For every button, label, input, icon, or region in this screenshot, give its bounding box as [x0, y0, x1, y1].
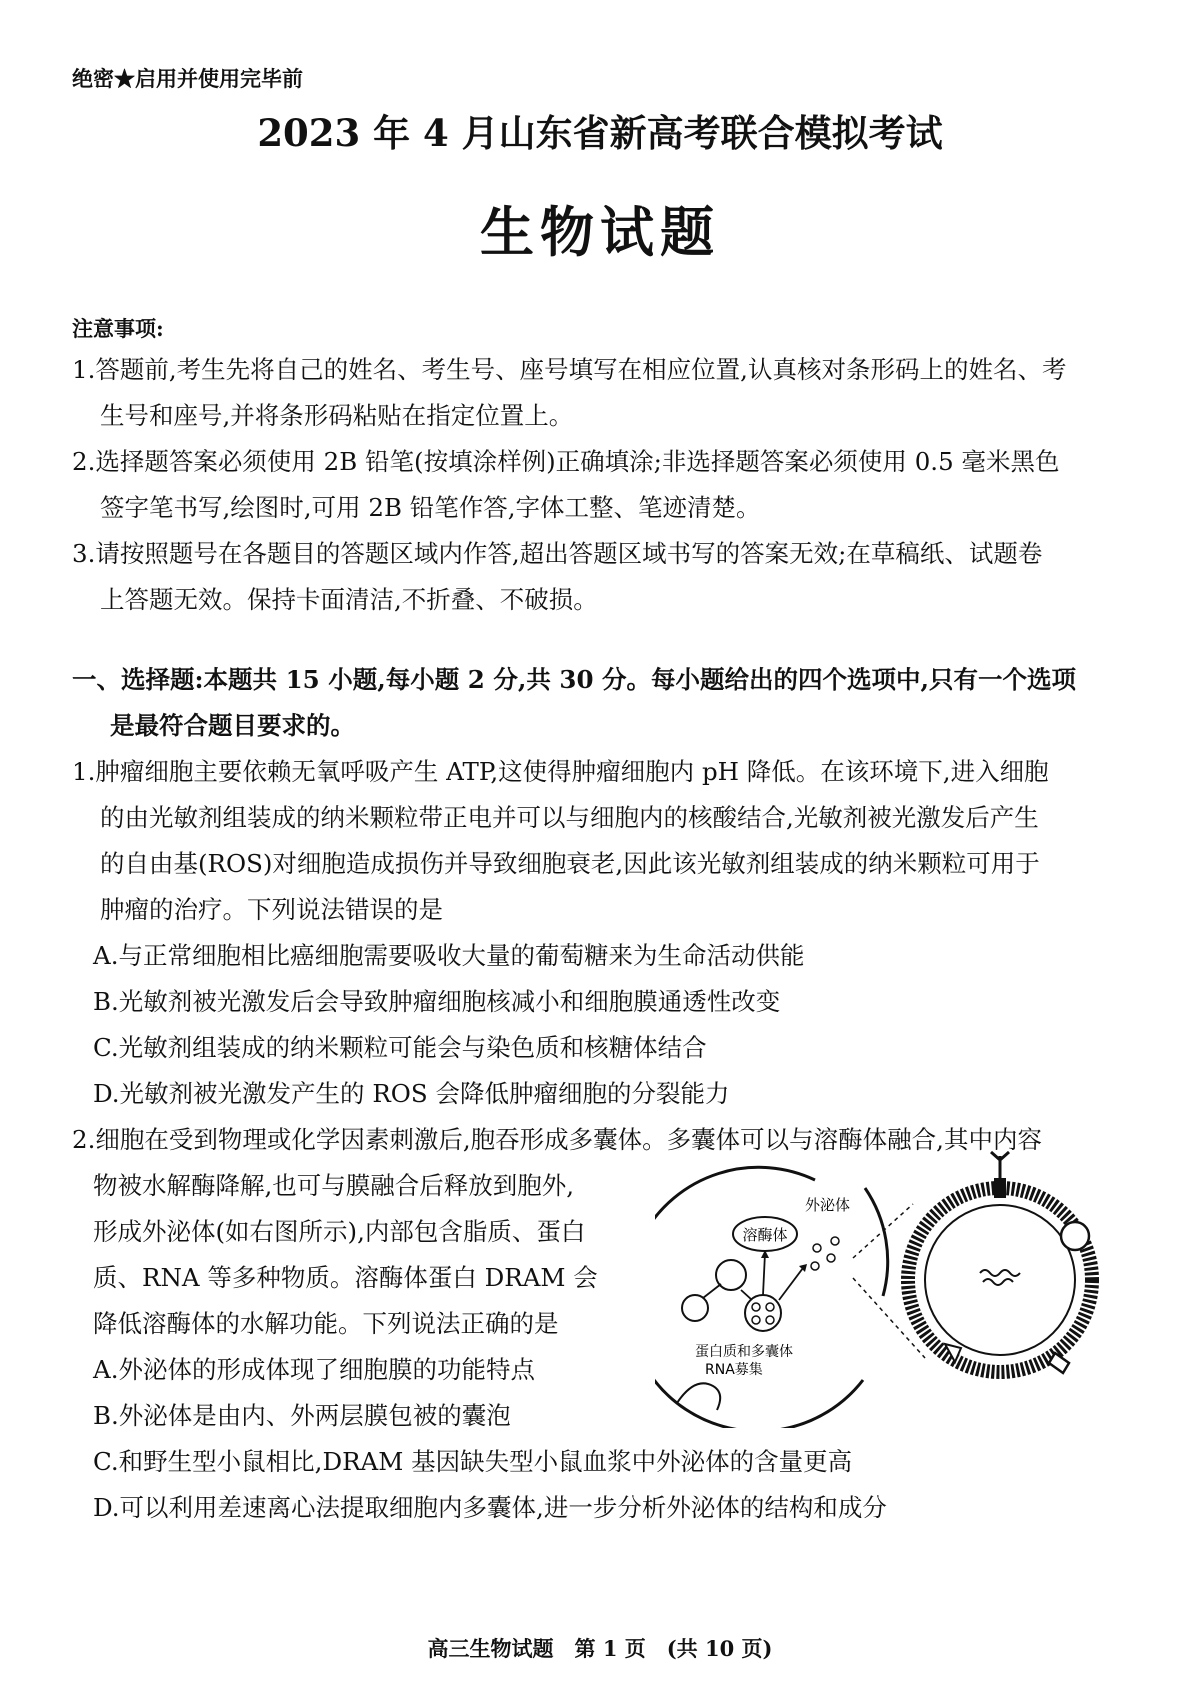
answer-option: B.光敏剂被光激发后会导致肿瘤细胞核减小和细胞膜通透性改变	[93, 987, 781, 1016]
section-heading: 是最符合题目要求的。	[110, 711, 355, 740]
answer-option: B.外泌体是由内、外两层膜包被的囊泡	[93, 1401, 511, 1430]
answer-option: A.外泌体的形成体现了细胞膜的功能特点	[93, 1355, 535, 1384]
exosome-zoom-inner	[925, 1205, 1075, 1355]
exam-title: 2023 年 4 月山东省新高考联合模拟考试	[257, 111, 943, 155]
lysosome-label: 溶酶体	[742, 1226, 788, 1244]
question-stem: 物被水解酶降解,也可与膜融合后释放到胞外,	[93, 1171, 575, 1200]
page-footer: 高三生物试题 第 1 页 (共 10 页)	[427, 1636, 773, 1661]
answer-option: C.和野生型小鼠相比,DRAM 基因缺失型小鼠血浆中外泌体的含量更高	[93, 1447, 853, 1476]
mvb-label-line1: 蛋白质和多囊体	[695, 1344, 793, 1360]
answer-option: C.光敏剂组装成的纳米颗粒可能会与染色质和核糖体结合	[93, 1033, 707, 1062]
answer-option: A.与正常细胞相比癌细胞需要吸收大量的葡萄糖来为生命活动供能	[93, 941, 805, 970]
exosome-zoom-outer	[908, 1188, 1092, 1372]
answer-option: D.可以利用差速离心法提取细胞内多囊体,进一步分析外泌体的结构和成分	[93, 1493, 887, 1522]
notice-line: 签字笔书写,绘图时,可用 2B 铅笔作答,字体工整、笔迹清楚。	[100, 493, 761, 522]
mvb-label-line2: RNA募集	[705, 1362, 763, 1378]
question-stem: 形成外泌体(如右图所示),内部包含脂质、蛋白	[93, 1217, 586, 1246]
notice-line: 3.请按照题号在各题目的答题区域内作答,超出答题区域书写的答案无效;在草稿纸、试题卷	[72, 539, 1043, 568]
question-stem: 质、RNA 等多种物质。溶酶体蛋白 DRAM 会	[93, 1263, 598, 1292]
notice-line: 生号和座号,并将条形码粘贴在指定位置上。	[100, 401, 574, 430]
notice-line: 2.选择题答案必须使用 2B 铅笔(按填涂样例)正确填涂;非选择题答案必须使用 0.5 毫米黑色	[72, 447, 1060, 476]
endosome	[682, 1295, 708, 1321]
notice-line: 1.答题前,考生先将自己的姓名、考生号、座号填写在相应位置,认真核对条形码上的姓名、考	[72, 355, 1067, 384]
question-stem: 的自由基(ROS)对细胞造成损伤并导致细胞衰老,因此该光敏剂组装成的纳米颗粒可用于	[100, 849, 1040, 878]
notice-line: 上答题无效。保持卡面清洁,不折叠、不破损。	[100, 585, 598, 614]
section-heading: 一、选择题:本题共 15 小题,每小题 2 分,共 30 分。每小题给出的四个选项中,只有一个选项	[72, 665, 1077, 694]
question-stem: 肿瘤的治疗。下列说法错误的是	[100, 895, 443, 924]
multivesicular-body	[745, 1295, 781, 1331]
notice-heading: 注意事项:	[72, 316, 164, 341]
cell-membrane-right	[865, 1188, 888, 1296]
confidential-mark: 绝密★启用并使用完毕前	[72, 66, 303, 91]
question-stem: 的由光敏剂组装成的纳米颗粒带正电并可以与细胞内的核酸结合,光敏剂被光激发后产生	[100, 803, 1039, 832]
question-stem: 1.肿瘤细胞主要依赖无氧呼吸产生 ATP,这使得肿瘤细胞内 pH 降低。在该环境下,进入细胞	[72, 757, 1049, 786]
answer-option: D.光敏剂被光激发产生的 ROS 会降低肿瘤细胞的分裂能力	[93, 1079, 730, 1108]
subject-title: 生物试题	[480, 200, 720, 264]
exosome-diagram	[655, 1148, 1125, 1428]
question-stem: 降低溶酶体的水解功能。下列说法正确的是	[93, 1309, 559, 1338]
exosome-label: 外泌体	[805, 1196, 851, 1214]
question-stem: 2.细胞在受到物理或化学因素刺激后,胞吞形成多囊体。多囊体可以与溶酶体融合,其中内容	[72, 1125, 1042, 1154]
